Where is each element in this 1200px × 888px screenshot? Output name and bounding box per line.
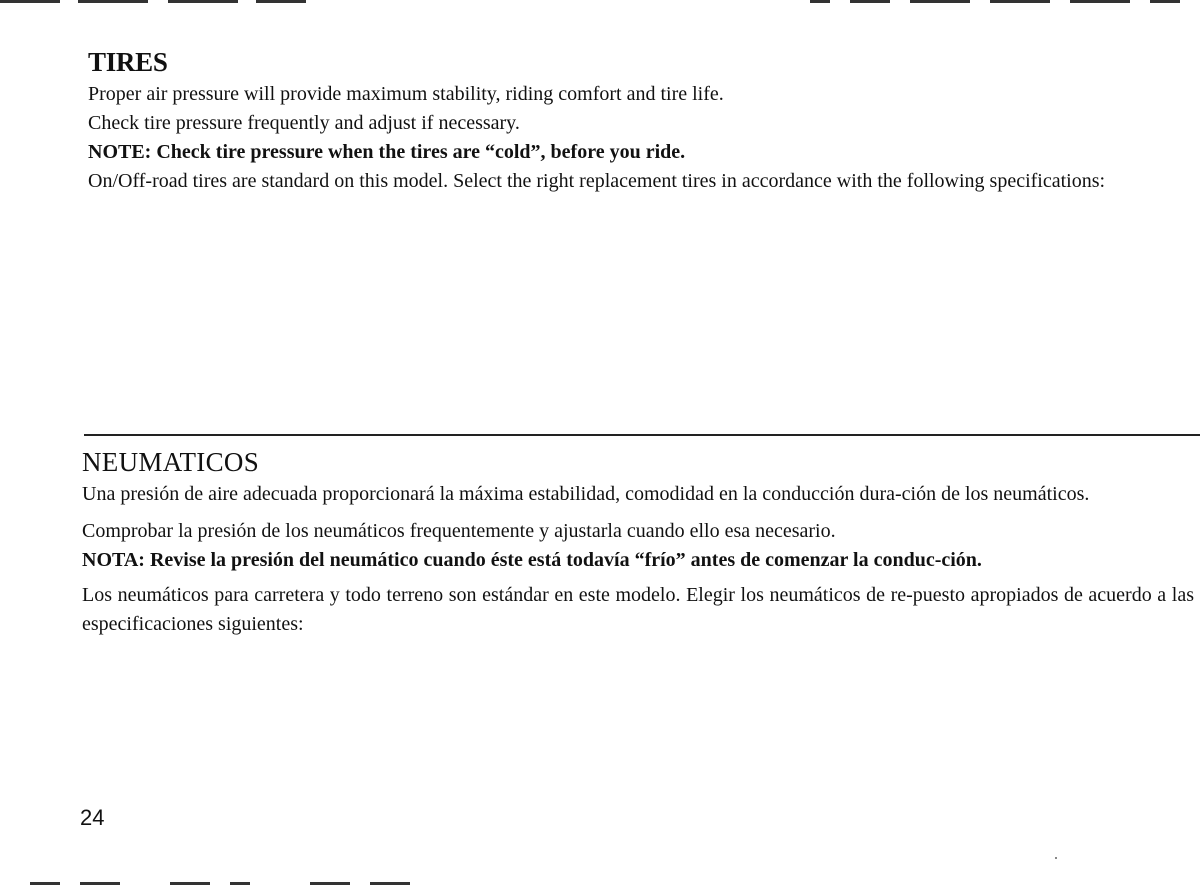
bottom-edge-marks: [0, 882, 1200, 888]
spanish-neumaticos-section: [82, 444, 1200, 639]
cold-tires-note: NOTE: Check tire pressure when the tires are “cold”, before you ride.: [88, 141, 686, 163]
tires-heading: TIRES: [88, 47, 168, 77]
neumaticos-estandar-paragraph: Los neumáticos para carretera y todo terreno son estándar en este modelo. Elegir los neumáticos de re-puesto apropiados de acuerdo a las especificaciones siguientes:: [82, 584, 1194, 635]
neumaticos-heading: NEUMATICOS: [82, 447, 260, 477]
english-tires-section: [88, 44, 1200, 196]
check-pressure-line: Check tire pressure frequently and adjust if necessary.: [88, 112, 520, 134]
comprobar-presion-line: Comprobar la presión de los neumáticos frequentemente y ajustarla cuando ello esa necesario.: [82, 520, 836, 542]
top-edge-marks: [0, 0, 1200, 6]
replacement-tires-paragraph: On/Off-road tires are standard on this model. Select the right replacement tires in accordance with the following specifications:: [88, 170, 1106, 192]
presion-aire-paragraph: Una presión de aire adecuada proporcionará la máxima estabilidad, comodidad en la conducción dura-ción de los neumáticos.: [82, 483, 1090, 505]
air-pressure-line: Proper air pressure will provide maximum stability, riding comfort and tire life.: [88, 83, 724, 105]
paper-speck: [1055, 857, 1057, 859]
nota-frio-note: NOTA: Revise la presión del neumático cuando éste está todavía “frío” antes de comenzar la conduc-ción.: [82, 549, 982, 571]
page-number: 24: [80, 805, 105, 830]
section-divider: [84, 434, 1200, 436]
